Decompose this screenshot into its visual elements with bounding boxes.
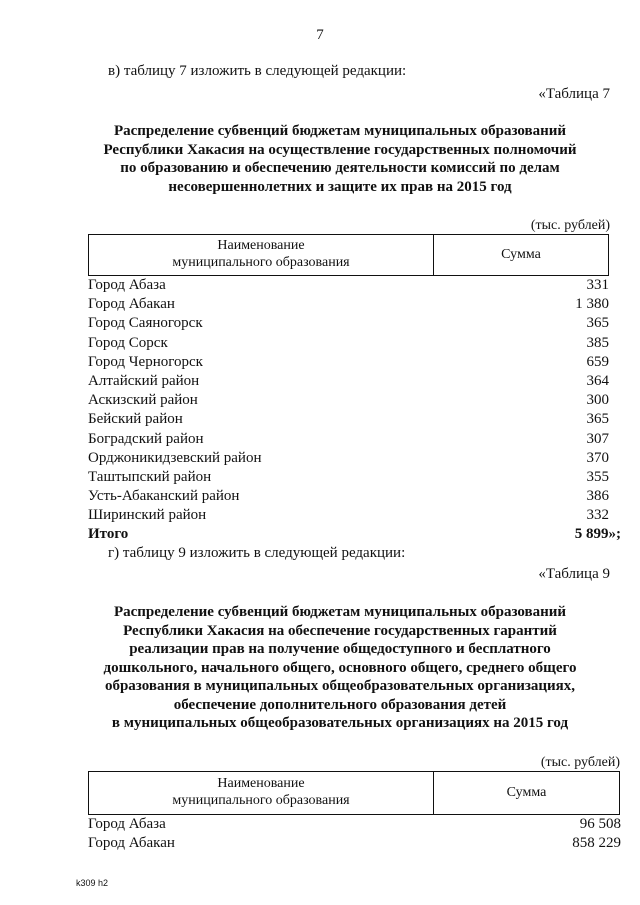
header-name-line1: Наименование xyxy=(217,238,305,253)
heading-line: по образованию и обеспечению деятельности комиссий по делам xyxy=(120,160,560,176)
header-name-line2: муниципального образования xyxy=(172,793,350,808)
unit-label: (тыс. рублей) xyxy=(540,755,620,770)
table-row xyxy=(88,834,621,853)
table-row xyxy=(88,410,621,429)
table-row xyxy=(88,295,621,314)
total-row xyxy=(88,525,621,544)
row-value: 332 xyxy=(586,507,609,524)
table-9-heading xyxy=(60,603,620,733)
table-7-heading xyxy=(60,122,620,196)
table-row xyxy=(88,391,621,410)
header-sum-cell: Сумма xyxy=(506,785,547,800)
row-name: Орджоникидзевский район xyxy=(88,449,262,466)
row-value: 385 xyxy=(586,334,609,351)
row-value: 331 xyxy=(586,277,609,293)
heading-line: дошкольного, начального общего, основного общего, среднего общего xyxy=(103,659,577,676)
page-number: 7 xyxy=(316,27,324,43)
row-name: Город Абаза xyxy=(88,277,166,293)
row-name: Город Абаза xyxy=(88,816,166,832)
table-row xyxy=(88,276,621,295)
total-label: Итого xyxy=(88,526,129,543)
row-name: Город Абакан xyxy=(88,835,175,852)
table-7-body xyxy=(88,276,621,545)
row-name: Таштыпский район xyxy=(88,468,212,485)
row-value: 858 229 xyxy=(572,835,621,852)
table-9-label: «Таблица 9 xyxy=(538,566,610,582)
instruction-g: г) таблицу 9 изложить в следующей редакции: xyxy=(108,545,406,561)
heading-line: Распределение субвенций бюджетам муниципальных образований xyxy=(113,123,567,139)
row-name: Бейский район xyxy=(88,411,183,428)
heading-line: реализации прав на получение общедоступного и бесплатного xyxy=(129,641,551,657)
header-name-line1: Наименование xyxy=(217,776,305,791)
table-9-header xyxy=(88,771,620,815)
table-row xyxy=(88,430,621,449)
row-name: Город Абакан xyxy=(88,296,175,313)
header-sum-cell: Сумма xyxy=(501,247,541,262)
row-name: Алтайский район xyxy=(88,372,200,389)
heading-line: Распределение субвенций бюджетам муниципальных образований xyxy=(113,604,567,620)
row-name: Аскизский район xyxy=(88,392,198,409)
row-value: 364 xyxy=(586,372,609,389)
row-name: Усть-Абаканский район xyxy=(88,488,240,505)
table-row xyxy=(88,468,621,487)
table-7-label: «Таблица 7 xyxy=(538,86,610,102)
table-row xyxy=(88,314,621,333)
heading-line: обеспечение дополнительного образования детей xyxy=(173,696,507,713)
row-value: 355 xyxy=(586,468,609,485)
table-row xyxy=(88,353,621,372)
table-7-header xyxy=(88,234,609,276)
header-name-line2: муниципального образования xyxy=(172,255,350,270)
row-name: Город Саяногорск xyxy=(88,315,203,332)
heading-line: в муниципальных общеобразовательных организациях на 2015 год xyxy=(111,715,569,731)
row-name: Город Сорск xyxy=(88,334,168,351)
row-value: 1 380 xyxy=(575,296,609,313)
row-value: 365 xyxy=(586,315,609,332)
row-value: 307 xyxy=(586,430,609,447)
row-name: Ширинский район xyxy=(88,507,207,524)
row-value: 386 xyxy=(586,488,609,505)
heading-line: образования в муниципальных общеобразовательных организациях, xyxy=(104,678,576,694)
total-value: 5 899»; xyxy=(574,526,621,543)
row-value: 365 xyxy=(586,411,609,428)
table-row xyxy=(88,487,621,506)
heading-line: несовершеннолетних и защите их прав на 2015 год xyxy=(168,178,512,195)
row-name: Боградский район xyxy=(88,430,204,447)
heading-line: Республики Хакасия на обеспечение государственных гарантий xyxy=(123,622,557,639)
table-9-body xyxy=(88,815,621,853)
row-value: 370 xyxy=(586,449,609,466)
header-name-cell xyxy=(89,772,434,814)
heading-line: Республики Хакасия на осуществление государственных полномочий xyxy=(103,141,577,158)
footer-code: k309 h2 xyxy=(76,878,109,888)
table-row xyxy=(88,449,621,468)
unit-label: (тыс. рублей) xyxy=(530,218,610,233)
table-row xyxy=(88,815,621,834)
row-value: 300 xyxy=(586,392,609,409)
header-name-cell xyxy=(89,235,434,275)
table-row xyxy=(88,334,621,353)
row-value: 96 508 xyxy=(579,816,621,832)
instruction-v: в) таблицу 7 изложить в следующей редакции: xyxy=(108,63,407,79)
row-value: 659 xyxy=(586,353,609,370)
table-row xyxy=(88,506,621,525)
table-row xyxy=(88,372,621,391)
row-name: Город Черногорск xyxy=(88,353,203,370)
